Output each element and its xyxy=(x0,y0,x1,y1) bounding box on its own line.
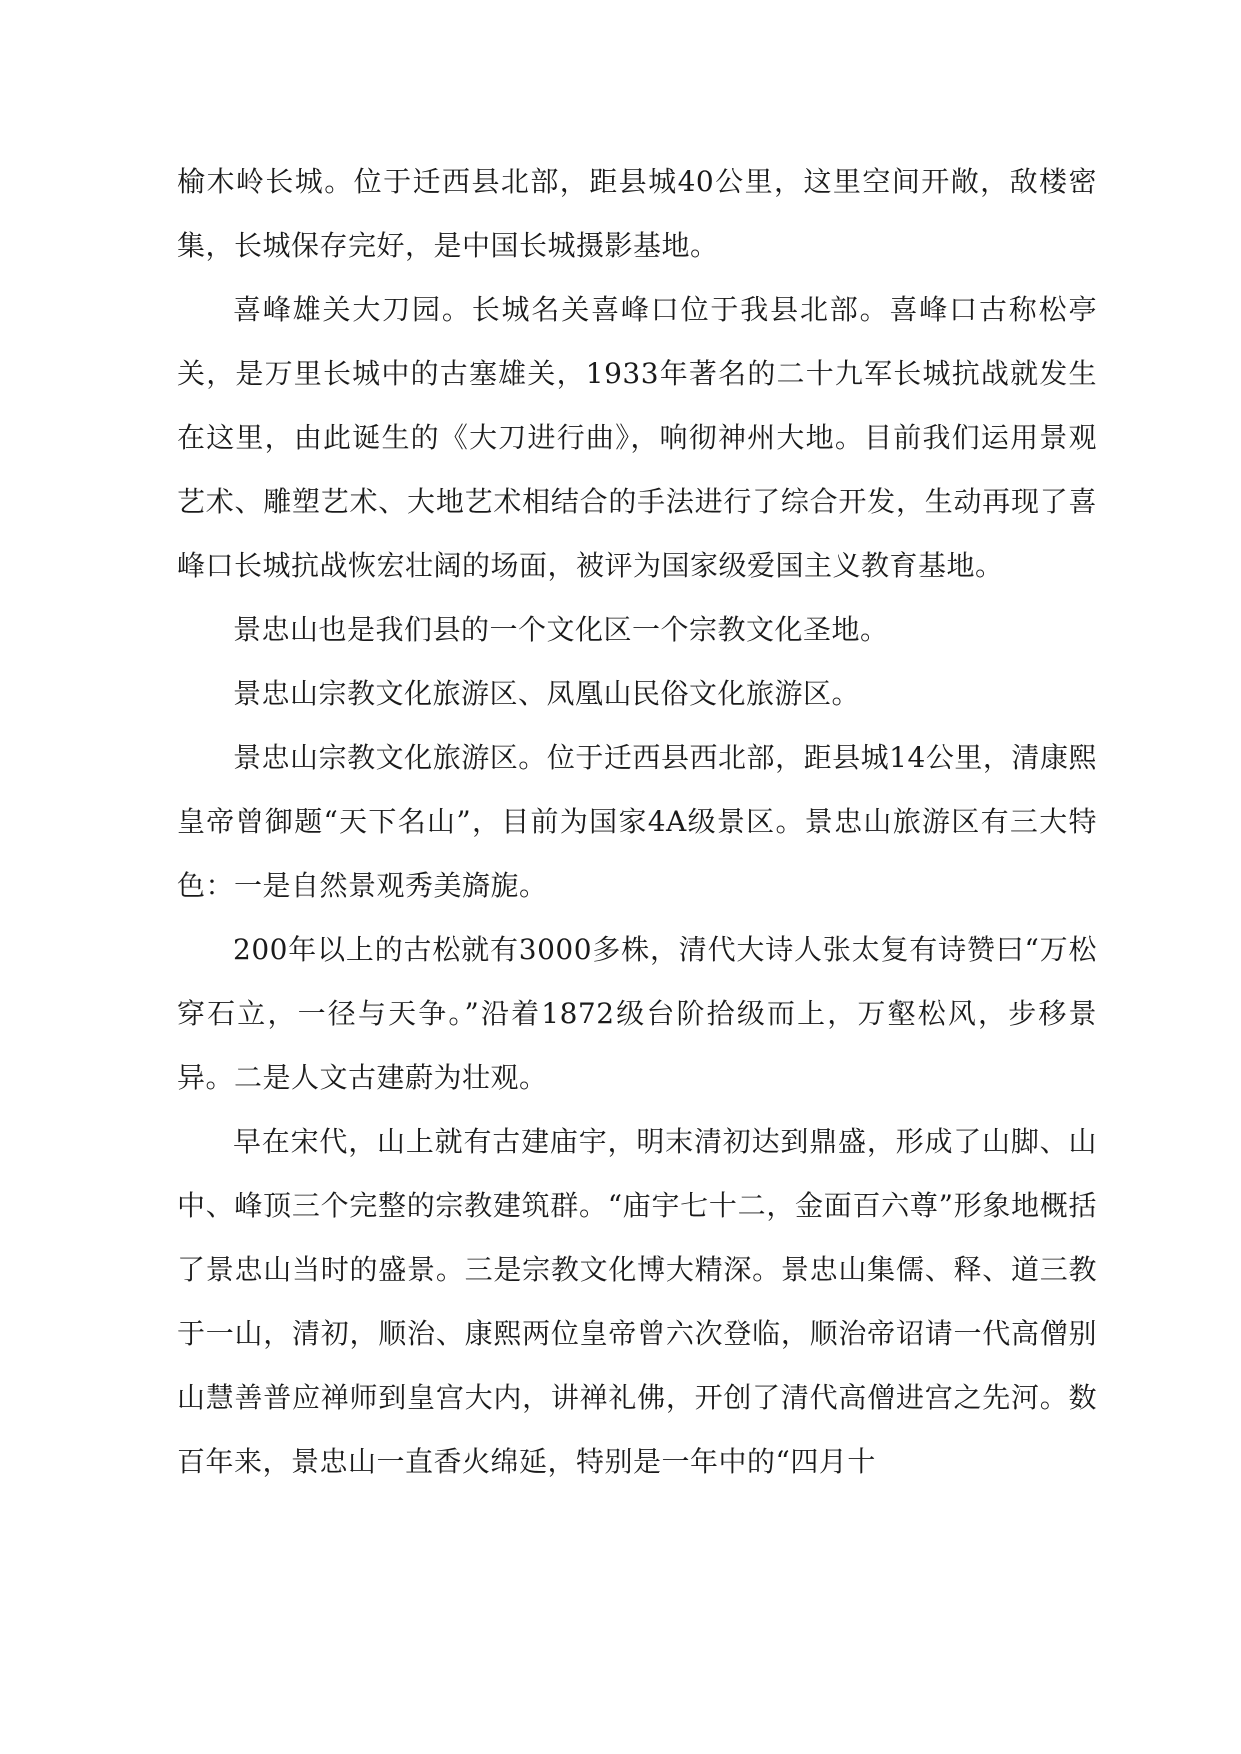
paragraph-tourism-areas: 景忠山宗教文化旅游区、凤凰山民俗文化旅游区。 xyxy=(233,677,861,710)
paragraph-yumuling-great-wall: 榆木岭长城。位于迁西县北部，距县城40公里，这里空间开敞，敌楼密集，长城保存完好，是中国长城摄影基地。 xyxy=(177,165,1097,262)
paragraph-jingzhong-mountain-intro: 景忠山也是我们县的一个文化区一个宗教文化圣地。 xyxy=(233,613,889,646)
paragraph-ancient-pines: 200年以上的古松就有3000多株，清代大诗人张太复有诗赞曰“万松穿石立，一径与天争。”沿着1872级台阶拾级而上，万壑松风，步移景异。二是人文古建蔚为壮观。 xyxy=(177,933,1097,1094)
paragraph-xifeng-pass: 喜峰雄关大刀园。长城名关喜峰口位于我县北部。喜峰口古称松亭关，是万里长城中的古塞雄关，1933年著名的二十九军长城抗战就发生在这里，由此诞生的《大刀进行曲》，响彻神州大地。目前我们运用景观艺术、雕塑艺术、大地艺术相结合的手法进行了综合开发，生动再现了喜峰口长城抗战恢宏壮阔的场面，被评为国家级爱国主义教育基地。 xyxy=(177,293,1097,582)
paragraph-temples-history: 早在宋代，山上就有古建庙宇，明末清初达到鼎盛，形成了山脚、山中、峰顶三个完整的宗教建筑群。“庙宇七十二，金面百六尊”形象地概括了景忠山当时的盛景。三是宗教文化博大精深。景忠山集儒、释、道三教于一山，清初，顺治、康熙两位皇帝曾六次登临，顺治帝诏请一代高僧别山慧善普应禅师到皇宫大内，讲禅礼佛，开创了清代高僧进宫之先河。数百年来，景忠山一直香火绵延，特别是一年中的“四月十 xyxy=(177,1125,1097,1478)
document-body xyxy=(177,150,1097,1494)
paragraph-jingzhong-religious-area: 景忠山宗教文化旅游区。位于迁西县西北部，距县城14公里，清康熙皇帝曾御题“天下名山”，目前为国家4A级景区。景忠山旅游区有三大特色：一是自然景观秀美旖旎。 xyxy=(177,741,1097,902)
